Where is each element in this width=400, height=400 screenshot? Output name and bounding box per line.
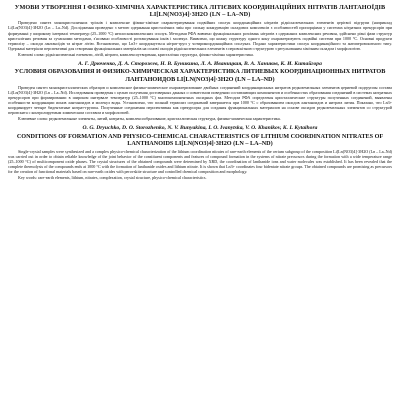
abstract-english: Single-crystal samples were synthesized and a complex physico-chemical characterization of the lithium coordination nitrates of rare-earth elements of the cerium subgroup of the composition Li[Ln(NO3)4]·3H2O (Ln – La–Nd) was carried out in order to obtain reliable knowledge of the joint behavior of the constituent components and features of compound formation in the systems of nitrate precursors during the formation with a wide temperature range (25–1000 °C) of multicomponent oxide phases. The crystal structures of the obtained compounds were determined by XRD, the coordination of lanthanide ions and water molecules was established. It has been revealed that the complete thermolysis of the compounds ends at 1000 °C with the formation of lanthanide oxides and lithium nitrate. It is shown that Ln3+ coordinates four bidentate nitrate groups. The obtained compounds are promising as precursors for the creation of functional materials based on rare-earth oxides with perovskite structure and controlled chemical composition and morphology. bbox=[8, 149, 392, 175]
abstract-russian: Проведен синтез монокристаллических образцов и комплексное физико-химическое охарактеризование двойных соединений координационных нитратов редкоземельных элементов цериевой подгруппы состава Li[Ln(NO3)4]·3H2O (Ln – La–Nd). Исследования проведены с целью получения достоверных данных о совместном поведении составляющих компонентов и особенностях образования соединений в системах нитратных прекурсоров при формировании в широком интервале температур (25–1000 °С) многокомпонентных оксидных фаз. Методом РФА определены кристаллические структуры полученных соединений, выявлены особенности координации ионов лантаноидов и молекул воды. Установлено, что полный термолиз соединений завершается при 1000 °С с образованием оксидов лантаноидов и нитрата лития. Показано, что Ln3+ координирует четыре бидентатные нитрат-группы. Полученные соединения перспективны как прекурсоры для создания функциональных материалов на основе оксидов редкоземельных элементов со структурой перовскита с контролируемым химическим составом и морфологией. bbox=[8, 84, 392, 115]
authors-english: O. G. Dryuchko, D. O. Storozhenko, N. V. Bunyakina, I. O. Ivanytska, V. O. Khanikov, K. I. Kytaihora bbox=[82, 125, 318, 132]
section-ukrainian bbox=[8, 4, 392, 57]
section-russian bbox=[8, 61, 392, 121]
section-english bbox=[8, 125, 392, 180]
keywords-english: Key words: rare-earth elements, lithium, nitrates, complexation, crystal structure, physico-chemical characteristics. bbox=[18, 175, 207, 181]
title-english: CONDITIONS OF FORMATION AND PHYSICO-CHEMICAL CHARACTERISTICS OF LITHIUM COORDINATION NITRATES OF LANTHANOIDS LI[LN(NO3)4]·3H2O (LN – LA–ND) bbox=[16, 132, 384, 147]
title-ukrainian: УМОВИ УТВОРЕННЯ І ФІЗИКО-ХІМІЧНА ХАРАКТЕРИСТИКА ЛІТІЄВИХ КООРДИНАЦІЙНИХ НІТРАТІВ ЛАНТАНОЇДІВ LI[LN(NO3)4]·3H2O (LN – LA–ND) bbox=[14, 4, 386, 19]
abstract-ukrainian: Проведено синтез монокристаличних тріснів і комплексне фізико-хімічне охарактеризування подвійних сполук координаційних нітратів рідкісноземельних елементів церієвої підгрупи (наприклад Li[Ln(NO3)4]·3H2O (Ln – La–Nd). Дослідження проведено з метою одержання кристалічних змін про сильну конкуренцію складових комплексів з особливостей пропорціями у системах нітратних прекурсорів при формуванні у широкому інтервалі температур (25–1000 °С) неплоскокомплексних сполук. Методами РФА вивчено функціональних розсівань нітратів з одержаних комплексних речовин, здійснено різні фази структур кристалітних речовин за сучасними методами, з'ясовано особливості розташування іонів і молекул. Виявлено, що кожну структуру одного кону охарактеризують подвійні системи при 1000 °С. Основні продукти термолізу – оксиди лантаноїдів та нітрат літію. Встановлено, що Ln3+ координується нітрат-груп у чотирикоординаційних сполуках. Подано характеристики сполук координаційного та антиперовскитного типу. Одержані матеріали перспективні для створення функціональних матеріалів на основі оксидів рідкісноземельних елементів з перовскітною структурою з регульованим хімічним складом і морфологією. bbox=[8, 20, 392, 51]
paper-page bbox=[8, 4, 392, 184]
authors-russian: А. Г. Дрюченко, Д. А. Сторожев, Н. В. Буникина, Л. А. Иваницкая, В. А. Хаников, К. И. Китайгора bbox=[78, 60, 322, 67]
keywords-russian: Ключевые слова: редкоземельные элементы, литий, нитраты, комплексообразование, кристаллическая структура, физико-химическая характеристика. bbox=[18, 116, 281, 122]
keywords-ukrainian: Ключові слова: рідкісноземельні елементи, літій, нітрати, комплексоутворення, кристалічна структура, фізико-хімічна характеристика. bbox=[18, 51, 254, 57]
title-russian: УСЛОВИЯ ОБРАЗОВАНИЯ И ФИЗИКО-ХИМИЧЕСКАЯ ХАРАКТЕРИСТИКА ЛИТИЕВЫХ КООРДИНАЦИОННЫХ НИТРАТОВ ЛАНТАНОИДОВ LI[LN(NO3)4]·3H2O (LN – LA–ND) bbox=[14, 68, 386, 83]
